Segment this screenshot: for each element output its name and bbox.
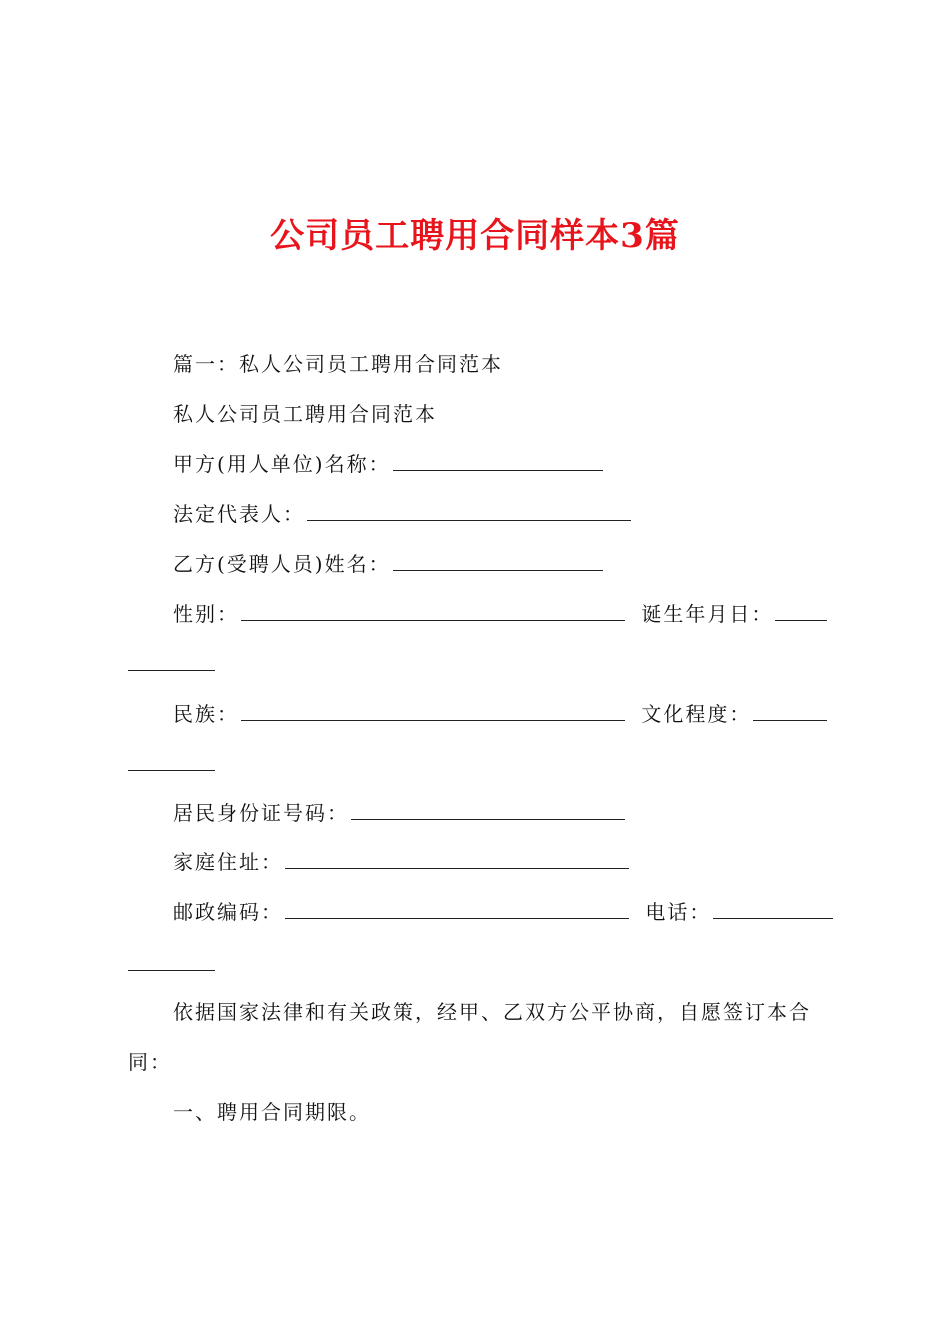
gender-birth-row bbox=[173, 599, 827, 629]
intro-paragraph-line2 bbox=[128, 1047, 172, 1077]
birth-blank-continuation bbox=[128, 670, 215, 671]
party-b-label: 乙方(受聘人员)姓名： bbox=[173, 552, 391, 576]
address-label: 家庭住址： bbox=[173, 850, 283, 874]
party-b-blank[interactable] bbox=[393, 550, 603, 571]
intro-paragraph-line1 bbox=[173, 997, 811, 1027]
clause-1-text: 一、聘用合同期限。 bbox=[173, 1100, 371, 1124]
ethnicity-label: 民族： bbox=[173, 702, 239, 726]
ethnicity-blank[interactable] bbox=[241, 700, 625, 721]
section-heading-text: 篇一：私人公司员工聘用合同范本 bbox=[173, 352, 503, 376]
address-blank[interactable] bbox=[285, 848, 629, 869]
postcode-label: 邮政编码： bbox=[173, 900, 283, 924]
postcode-blank[interactable] bbox=[285, 898, 629, 919]
contract-subtitle-text: 私人公司员工聘用合同范本 bbox=[173, 402, 437, 426]
clause-1 bbox=[173, 1097, 371, 1127]
legal-rep-blank[interactable] bbox=[307, 500, 631, 521]
legal-rep-label: 法定代表人： bbox=[173, 502, 305, 526]
intro-text-line1: 依据国家法律和有关政策，经甲、乙双方公平协商，自愿签订本合 bbox=[173, 1000, 811, 1024]
party-b-row bbox=[173, 549, 603, 579]
phone-blank-continuation bbox=[128, 970, 215, 971]
birth-label: 诞生年月日： bbox=[641, 602, 774, 626]
party-a-label: 甲方(用人单位)名称： bbox=[173, 452, 391, 476]
intro-text-line2: 同： bbox=[128, 1050, 172, 1074]
phone-blank[interactable] bbox=[713, 898, 833, 919]
party-a-row bbox=[173, 449, 603, 479]
contract-subtitle bbox=[173, 399, 437, 429]
postcode-phone-row bbox=[173, 897, 833, 927]
id-blank[interactable] bbox=[351, 799, 625, 820]
ethnicity-education-row bbox=[173, 699, 827, 729]
education-blank-continuation bbox=[128, 770, 215, 771]
gender-blank[interactable] bbox=[241, 600, 625, 621]
education-blank[interactable] bbox=[753, 700, 827, 721]
id-label: 居民身份证号码： bbox=[173, 801, 349, 825]
birth-blank[interactable] bbox=[775, 600, 827, 621]
party-a-blank[interactable] bbox=[393, 450, 603, 471]
education-label: 文化程度： bbox=[641, 702, 752, 726]
section-heading bbox=[173, 349, 503, 379]
gender-label: 性别： bbox=[173, 602, 239, 626]
document-title: 公司员工聘用合同样本3篇 bbox=[270, 216, 680, 256]
legal-rep-row bbox=[173, 499, 631, 529]
id-row bbox=[173, 798, 625, 828]
address-row bbox=[173, 847, 629, 877]
phone-label: 电话： bbox=[645, 900, 712, 924]
